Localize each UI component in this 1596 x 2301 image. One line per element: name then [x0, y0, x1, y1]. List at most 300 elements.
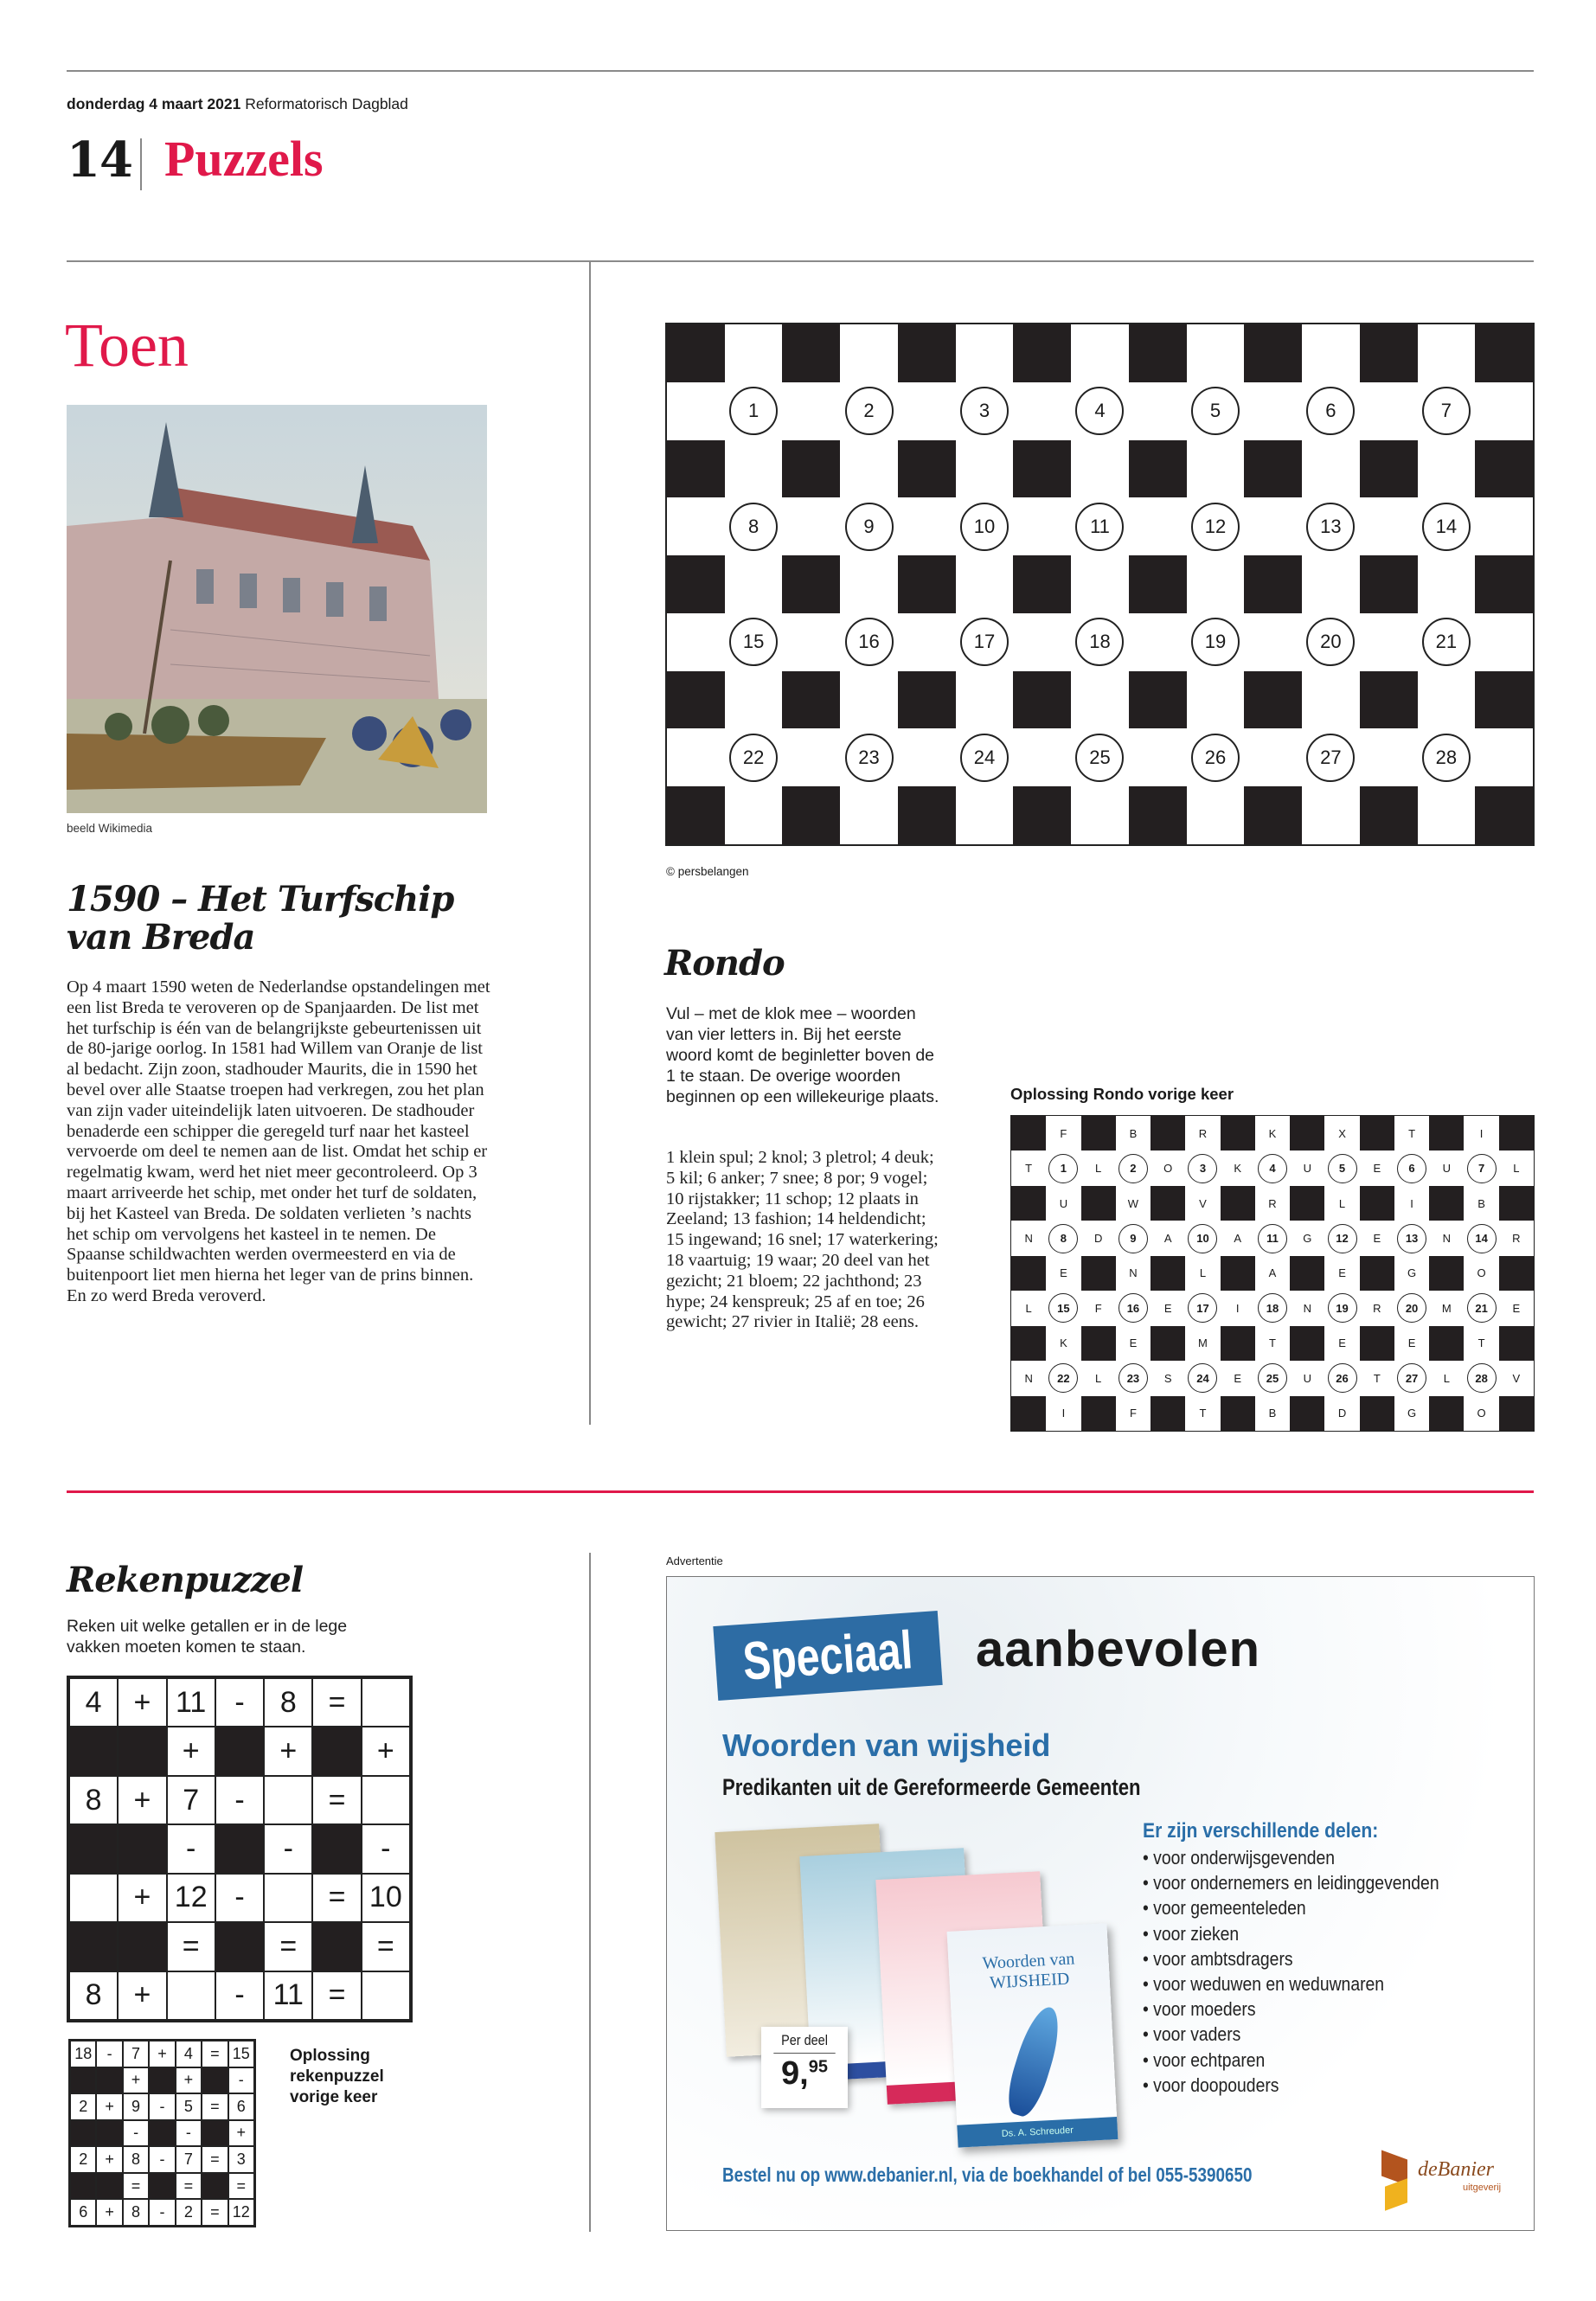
letter-cell[interactable] — [1418, 613, 1476, 671]
empty-answer-cell[interactable] — [264, 1874, 312, 1922]
solution-letter: E — [1512, 1301, 1521, 1315]
letter-cell[interactable] — [1360, 613, 1418, 671]
letter-cell[interactable] — [956, 497, 1014, 555]
dateline — [67, 95, 408, 113]
black-cell — [1360, 1396, 1394, 1431]
black-cell — [118, 1727, 166, 1775]
solution-letter: T — [1408, 1126, 1416, 1140]
letter-cell[interactable] — [1418, 382, 1476, 440]
letter-cell[interactable] — [1302, 613, 1360, 671]
letter-cell[interactable] — [1013, 497, 1071, 555]
black-cell — [312, 1922, 361, 1971]
letter-cell[interactable] — [725, 382, 783, 440]
letter-cell[interactable] — [725, 786, 783, 844]
reken-cell: = — [312, 1678, 361, 1727]
letter-cell[interactable] — [1129, 728, 1187, 786]
black-cell — [1475, 671, 1533, 729]
reken-cell: 12 — [228, 2199, 254, 2226]
letter-cell[interactable] — [1187, 382, 1245, 440]
black-cell — [1151, 1116, 1185, 1150]
letter-cell[interactable] — [1187, 786, 1245, 844]
letter-cell[interactable] — [840, 613, 898, 671]
bullet-icon: • — [1143, 1897, 1154, 1920]
letter-cell[interactable] — [1071, 786, 1129, 844]
black-cell — [1013, 786, 1071, 844]
letter-cell[interactable] — [840, 728, 898, 786]
solution-letter: E — [1163, 1301, 1172, 1315]
letter-cell[interactable] — [840, 324, 898, 382]
letter-cell[interactable] — [782, 497, 840, 555]
reken-cell: - — [96, 2041, 122, 2067]
letter-cell[interactable] — [1475, 728, 1533, 786]
reken-cell: 2 — [70, 2093, 96, 2120]
reken-cell: = — [312, 1776, 361, 1824]
black-cell — [1081, 1186, 1116, 1221]
letter-cell[interactable] — [1071, 382, 1129, 440]
black-cell — [1081, 1396, 1116, 1431]
black-cell — [1429, 1396, 1464, 1431]
letter-cell[interactable] — [1071, 728, 1129, 786]
letter-cell[interactable] — [840, 497, 898, 555]
black-cell — [1290, 1256, 1324, 1291]
letter-cell[interactable] — [1071, 613, 1129, 671]
black-cell — [1475, 324, 1533, 382]
rondo-solution-title: Oplossing Rondo vorige keer — [1010, 1085, 1234, 1103]
solution-number: 9 — [1118, 1224, 1148, 1253]
reken-cell: - — [215, 1678, 264, 1727]
banier-logo-icon-lower — [1385, 2178, 1407, 2210]
solution-letter: M — [1441, 1301, 1452, 1315]
solution-cell — [1324, 1291, 1359, 1325]
solution-number: 8 — [1048, 1224, 1078, 1253]
number-circle: 12 — [1191, 503, 1240, 551]
black-cell — [1360, 440, 1418, 498]
number-circle: 10 — [960, 503, 1009, 551]
order-text[interactable]: Bestel nu op www.debanier.nl, via de boekhandel of bel 055-5390650 — [722, 2163, 1253, 2186]
solution-letter: O — [1477, 1407, 1486, 1420]
black-cell — [70, 2120, 96, 2147]
letter-cell[interactable] — [1360, 497, 1418, 555]
letter-cell[interactable] — [1129, 613, 1187, 671]
black-cell — [149, 2173, 175, 2200]
reken-cell: = — [202, 2041, 228, 2067]
black-cell — [1221, 1186, 1255, 1221]
solution-cell — [1394, 1221, 1429, 1255]
letter-cell[interactable] — [1302, 440, 1360, 498]
letter-cell[interactable] — [1475, 382, 1533, 440]
letter-cell[interactable] — [1302, 671, 1360, 729]
letter-cell[interactable] — [1129, 497, 1187, 555]
letter-cell[interactable] — [956, 555, 1014, 613]
letter-cell[interactable] — [782, 382, 840, 440]
black-cell — [1129, 786, 1187, 844]
reken-solution-label: Oplossing rekenpuzzel vorige keer — [290, 2047, 384, 2106]
reken-cell: 3 — [228, 2146, 254, 2173]
solution-number: 26 — [1328, 1363, 1357, 1393]
number-circle: 9 — [845, 503, 894, 551]
solution-letter: L — [1095, 1162, 1102, 1176]
ad-list-text: voor weduwen en weduwnaren — [1153, 1973, 1385, 1996]
letter-cell[interactable] — [1475, 497, 1533, 555]
black-cell — [1151, 1256, 1185, 1291]
ad-list-item — [1143, 1870, 1477, 1895]
letter-cell[interactable] — [1071, 324, 1129, 382]
reken-cell: - — [215, 1874, 264, 1922]
reken-cell: = — [167, 1922, 215, 1971]
reken-cell: - — [264, 1824, 312, 1873]
solution-letter: N — [1024, 1232, 1033, 1246]
black-cell — [1244, 555, 1302, 613]
ad-list-heading: Er zijn verschillende delen: — [1143, 1819, 1379, 1843]
turfschip-painting — [67, 405, 487, 813]
reken-cell: + — [264, 1727, 312, 1775]
black-cell — [1244, 440, 1302, 498]
letter-cell[interactable] — [725, 497, 783, 555]
letter-cell[interactable] — [1418, 728, 1476, 786]
solution-letter: M — [1198, 1336, 1208, 1350]
toen-kicker: Toen — [65, 311, 189, 380]
letter-cell[interactable] — [725, 555, 783, 613]
ad-list-item — [1143, 1921, 1477, 1946]
reken-cell: + — [362, 1727, 410, 1775]
letter-cell[interactable] — [1302, 382, 1360, 440]
black-cell — [1129, 671, 1187, 729]
black-cell — [1429, 1256, 1464, 1291]
solution-number: 24 — [1188, 1363, 1217, 1393]
solution-letter: K — [1268, 1126, 1277, 1140]
number-circle: 15 — [729, 618, 778, 666]
reken-cell: 9 — [123, 2093, 149, 2120]
black-cell — [202, 2067, 228, 2094]
letter-cell[interactable] — [1418, 497, 1476, 555]
letter-cell[interactable] — [1187, 440, 1245, 498]
solution-cell — [1464, 1221, 1498, 1255]
solution-letter: U — [1059, 1196, 1068, 1210]
ad-list — [1143, 1845, 1523, 2098]
letter-cell[interactable] — [782, 613, 840, 671]
ad-list-item — [1143, 2073, 1477, 2098]
banier-logo-text — [1418, 2158, 1494, 2182]
letter-cell[interactable] — [667, 728, 725, 786]
letter-cell[interactable] — [1071, 671, 1129, 729]
letter-cell[interactable] — [956, 671, 1014, 729]
black-cell — [898, 324, 956, 382]
number-circle: 16 — [845, 618, 894, 666]
letter-cell[interactable] — [782, 728, 840, 786]
reken-puzzle-grid — [67, 1676, 413, 2022]
black-cell — [1221, 1256, 1255, 1291]
banier-logo-sub: uitgeverij — [1463, 2182, 1502, 2193]
reken-cell: + — [118, 1678, 166, 1727]
letter-cell[interactable] — [1244, 613, 1302, 671]
letter-cell[interactable] — [667, 613, 725, 671]
reken-cell: = — [202, 2146, 228, 2173]
reken-cell: + — [118, 1776, 166, 1824]
letter-cell[interactable] — [898, 728, 956, 786]
empty-answer-cell[interactable] — [69, 1874, 118, 1922]
letter-cell[interactable] — [956, 382, 1014, 440]
price-main: 9, — [781, 2055, 809, 2092]
letter-cell[interactable] — [840, 555, 898, 613]
black-cell — [69, 1727, 118, 1775]
reken-cell: 6 — [70, 2199, 96, 2226]
letter-cell[interactable] — [956, 324, 1014, 382]
solution-letter: O — [1477, 1266, 1486, 1280]
number-circle: 7 — [1422, 387, 1471, 435]
black-cell — [1360, 555, 1418, 613]
letter-cell[interactable] — [956, 440, 1014, 498]
letter-cell[interactable] — [1187, 728, 1245, 786]
black-cell — [149, 2120, 175, 2147]
solution-letter: N — [1442, 1232, 1452, 1246]
solution-cell — [1116, 1291, 1151, 1325]
book-author: Ds. A. Schreuder — [957, 2117, 1118, 2148]
letter-cell[interactable] — [667, 382, 725, 440]
letter-cell[interactable] — [840, 786, 898, 844]
letter-cell[interactable] — [1244, 382, 1302, 440]
solution-cell — [1185, 1361, 1220, 1395]
black-cell — [1244, 786, 1302, 844]
letter-cell[interactable] — [1360, 728, 1418, 786]
solution-letter: T — [1269, 1336, 1276, 1350]
black-cell — [782, 786, 840, 844]
reken-cell: - — [149, 2146, 175, 2173]
number-circle: 14 — [1422, 503, 1471, 551]
black-cell — [96, 2067, 122, 2094]
solution-letter: L — [1025, 1301, 1032, 1315]
letter-cell[interactable] — [840, 382, 898, 440]
letter-cell[interactable] — [1071, 555, 1129, 613]
column-divider-bottom — [589, 1553, 591, 2232]
ad-headline: aanbevolen — [976, 1621, 1261, 1677]
reken-cell: - — [362, 1824, 410, 1873]
reken-cell: 4 — [176, 2041, 202, 2067]
column-divider — [589, 261, 591, 1425]
solution-letter: A — [1268, 1266, 1277, 1280]
solution-cell — [1464, 1150, 1498, 1185]
solution-cell — [1394, 1150, 1429, 1185]
letter-cell[interactable] — [1302, 786, 1360, 844]
reken-cell: - — [149, 2199, 175, 2226]
bullet-icon: • — [1143, 1922, 1154, 1945]
letter-cell[interactable] — [1418, 671, 1476, 729]
letter-cell[interactable] — [1244, 497, 1302, 555]
solution-letter: W — [1127, 1196, 1139, 1210]
number-circle: 24 — [960, 734, 1009, 782]
letter-cell[interactable] — [1418, 324, 1476, 382]
empty-answer-cell[interactable] — [167, 1971, 215, 2020]
reken-solution-grid — [68, 2039, 256, 2227]
reken-cell: = — [123, 2173, 149, 2200]
solution-letter: R — [1268, 1196, 1277, 1210]
letter-cell[interactable] — [898, 382, 956, 440]
black-cell — [215, 1922, 264, 1971]
solution-number: 2 — [1118, 1154, 1148, 1183]
letter-cell[interactable] — [956, 613, 1014, 671]
reken-cell: 15 — [228, 2041, 254, 2067]
number-circle: 19 — [1191, 618, 1240, 666]
solution-letter: R — [1373, 1301, 1381, 1315]
black-cell — [1290, 1116, 1324, 1150]
number-circle: 22 — [729, 734, 778, 782]
reken-intro: Reken uit welke getallen er in de lege vakken moeten komen te staan. — [67, 1617, 348, 1657]
letter-cell[interactable] — [956, 786, 1014, 844]
letter-cell[interactable] — [1071, 497, 1129, 555]
solution-letter: N — [1303, 1301, 1311, 1315]
solution-letter: L — [1338, 1196, 1346, 1210]
solution-letter: X — [1338, 1126, 1346, 1140]
black-cell — [1499, 1396, 1534, 1431]
reken-cell: = — [228, 2173, 254, 2200]
letter-cell[interactable] — [1187, 613, 1245, 671]
solution-letter: B — [1268, 1407, 1277, 1420]
solution-cell — [1324, 1150, 1359, 1185]
date: donderdag 4 maart 2021 — [67, 95, 241, 112]
letter-cell[interactable] — [1187, 555, 1245, 613]
letter-cell[interactable] — [1418, 555, 1476, 613]
solution-number: 13 — [1397, 1224, 1426, 1253]
reken-cell: 6 — [228, 2093, 254, 2120]
ad-label: Advertentie — [666, 1554, 723, 1567]
black-cell — [1360, 1186, 1394, 1221]
logo-name: deBanier — [1418, 2158, 1494, 2181]
letter-cell[interactable] — [898, 613, 956, 671]
black-cell — [1221, 1116, 1255, 1150]
letter-cell[interactable] — [1418, 440, 1476, 498]
black-cell — [782, 324, 840, 382]
price-label: Per deel — [773, 2027, 835, 2054]
empty-answer-cell[interactable] — [362, 1678, 410, 1727]
solution-cell — [1255, 1291, 1290, 1325]
top-rule — [67, 70, 1534, 72]
number-circle: 20 — [1306, 618, 1355, 666]
black-cell — [1013, 555, 1071, 613]
black-cell — [1011, 1396, 1046, 1431]
black-cell — [1081, 1256, 1116, 1291]
reken-cell: = — [362, 1922, 410, 1971]
black-cell — [1499, 1116, 1534, 1150]
letter-cell[interactable] — [725, 324, 783, 382]
letter-cell[interactable] — [1187, 324, 1245, 382]
ad-list-text: voor moeders — [1153, 1998, 1256, 2021]
letter-cell[interactable] — [1013, 382, 1071, 440]
reken-cell: + — [118, 1874, 166, 1922]
empty-answer-cell[interactable] — [264, 1776, 312, 1824]
black-cell — [1429, 1186, 1464, 1221]
letter-cell[interactable] — [1244, 728, 1302, 786]
black-cell — [1151, 1396, 1185, 1431]
solution-letter: I — [1235, 1301, 1240, 1315]
letter-cell[interactable] — [1013, 728, 1071, 786]
black-cell — [1011, 1116, 1046, 1150]
letter-cell[interactable] — [1302, 555, 1360, 613]
letter-cell[interactable] — [1187, 671, 1245, 729]
book-title: Woorden van WIJSHEID — [982, 1949, 1075, 1993]
solution-letter: L — [1513, 1162, 1520, 1176]
black-cell — [202, 2173, 228, 2200]
solution-letter: T — [1025, 1162, 1033, 1176]
letter-cell[interactable] — [1418, 786, 1476, 844]
letter-cell[interactable] — [725, 728, 783, 786]
letter-cell[interactable] — [1129, 382, 1187, 440]
empty-answer-cell[interactable] — [362, 1971, 410, 2020]
letter-cell[interactable] — [1071, 440, 1129, 498]
solution-letter: D — [1093, 1232, 1103, 1246]
solution-cell — [1185, 1291, 1220, 1325]
letter-cell[interactable] — [840, 671, 898, 729]
rondo-puzzle-grid — [665, 323, 1535, 846]
black-cell — [667, 671, 725, 729]
black-cell — [215, 1727, 264, 1775]
black-cell — [1360, 1116, 1394, 1150]
reken-cell: = — [312, 1971, 361, 2020]
black-cell — [1360, 1326, 1394, 1361]
solution-cell — [1394, 1361, 1429, 1395]
black-cell — [1290, 1326, 1324, 1361]
reken-cell: 11 — [167, 1678, 215, 1727]
letter-cell[interactable] — [725, 440, 783, 498]
letter-cell[interactable] — [1302, 324, 1360, 382]
letter-cell[interactable] — [840, 440, 898, 498]
letter-cell[interactable] — [725, 613, 783, 671]
empty-answer-cell[interactable] — [362, 1776, 410, 1824]
solution-letter: N — [1024, 1371, 1033, 1385]
ad-list-item — [1143, 2022, 1477, 2047]
letter-cell[interactable] — [1475, 613, 1533, 671]
ad-list-text: voor ambtsdragers — [1153, 1947, 1293, 1970]
letter-cell[interactable] — [667, 497, 725, 555]
number-circle: 18 — [1075, 618, 1124, 666]
reken-cell: - — [176, 2120, 202, 2147]
reken-cell: + — [167, 1727, 215, 1775]
letter-cell[interactable] — [1302, 728, 1360, 786]
letter-cell[interactable] — [1013, 613, 1071, 671]
solution-number: 25 — [1258, 1363, 1287, 1393]
letter-cell[interactable] — [898, 497, 956, 555]
reken-cell: 12 — [167, 1874, 215, 1922]
black-cell — [667, 440, 725, 498]
black-cell — [1221, 1396, 1255, 1431]
reken-cell: 11 — [264, 1971, 312, 2020]
solution-number: 17 — [1188, 1293, 1217, 1323]
solution-number: 22 — [1048, 1363, 1078, 1393]
black-cell — [1011, 1256, 1046, 1291]
solution-cell — [1394, 1291, 1429, 1325]
letter-cell[interactable] — [1360, 382, 1418, 440]
letter-cell[interactable] — [725, 671, 783, 729]
black-cell — [1081, 1116, 1116, 1150]
solution-cell — [1116, 1150, 1151, 1185]
black-cell — [312, 1824, 361, 1873]
black-cell — [1221, 1326, 1255, 1361]
solution-cell — [1116, 1361, 1151, 1395]
reken-cell: 18 — [70, 2041, 96, 2067]
letter-cell[interactable] — [1302, 497, 1360, 555]
reken-cell: - — [167, 1824, 215, 1873]
black-cell — [1011, 1326, 1046, 1361]
black-cell — [1244, 671, 1302, 729]
letter-cell[interactable] — [956, 728, 1014, 786]
solution-number: 1 — [1048, 1154, 1078, 1183]
advertisement[interactable] — [666, 1576, 1535, 2231]
solution-cell — [1046, 1221, 1080, 1255]
reken-cell: + — [176, 2067, 202, 2094]
solution-number: 12 — [1328, 1224, 1357, 1253]
solution-number: 11 — [1258, 1224, 1287, 1253]
rondo-credit: © persbelangen — [666, 865, 749, 878]
letter-cell[interactable] — [1187, 497, 1245, 555]
reken-cell: 2 — [70, 2146, 96, 2173]
